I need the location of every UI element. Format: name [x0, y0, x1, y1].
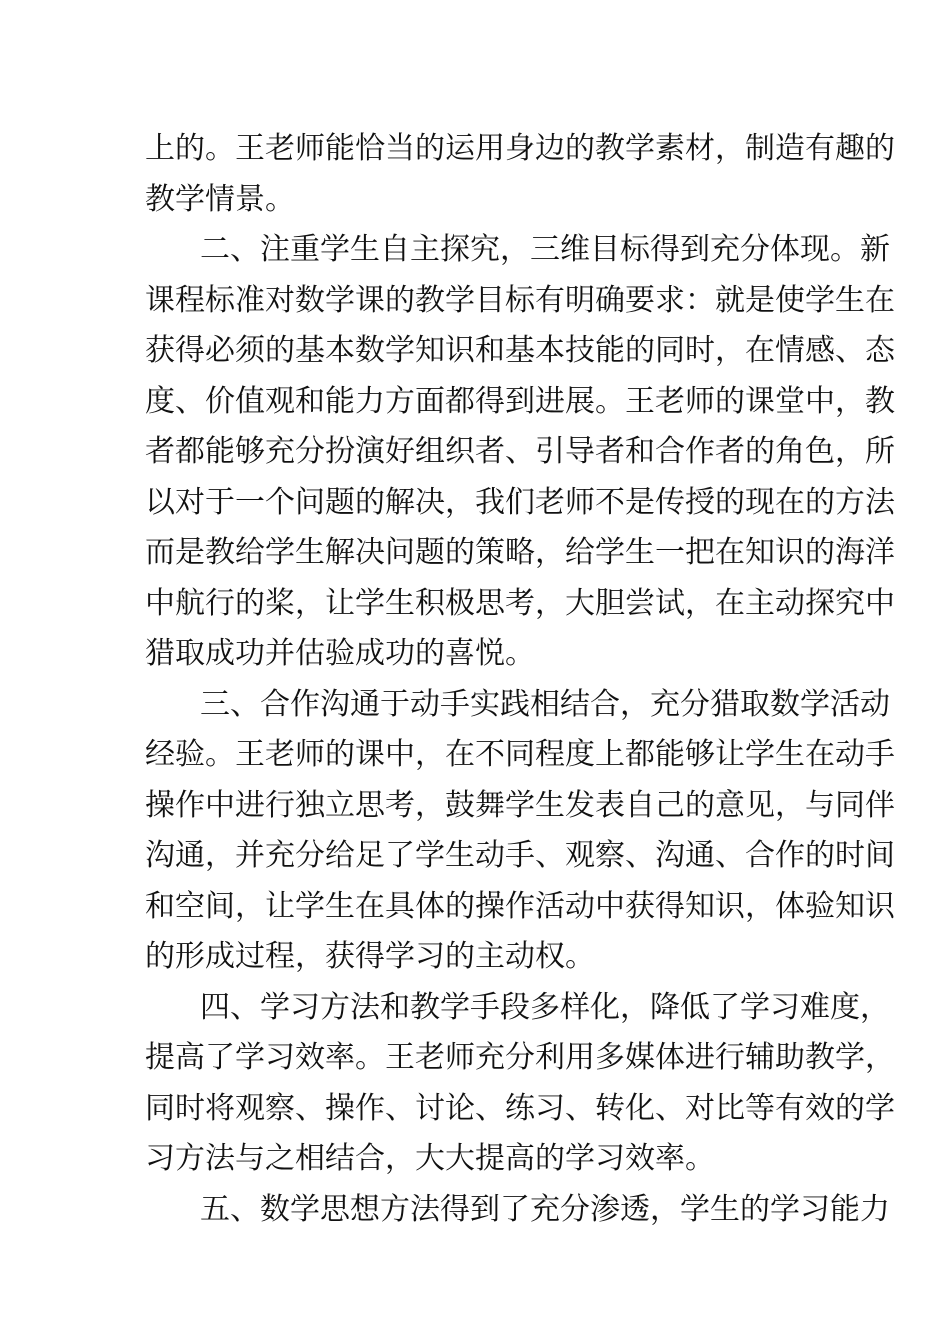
text-line: 者都能够充分扮演好组织者、引导者和合作者的角色，所	[145, 434, 895, 469]
text-line: 操作中进行独立思考，鼓舞学生发表自己的意见，与同伴	[145, 787, 895, 823]
paragraph-first-line: 四、学习方法和教学手段多样化，降低了学习难度，	[200, 989, 890, 1025]
text-line: 而是教给学生解决问题的策略，给学生一把在知识的海洋	[145, 535, 895, 570]
text-line: 和空间，让学生在具体的操作活动中获得知识，体验知识	[145, 888, 895, 924]
text-line: 同时将观察、操作、讨论、练习、转化、对比等有效的学	[145, 1090, 895, 1126]
paragraph-first-line: 二、注重学生自主探究，三维目标得到充分体现。新	[200, 232, 890, 267]
text-line: 度、价值观和能力方面都得到进展。王老师的课堂中，教	[145, 383, 895, 419]
body-text	[145, 124, 895, 1235]
text-line: 以对于一个问题的解决，我们老师不是传授的现在的方法	[145, 484, 895, 520]
text-line: 猎取成功并估验成功的喜悦。	[145, 636, 535, 671]
text-line: 上的。王老师能恰当的运用身边的教学素材，制造有趣的	[145, 131, 895, 166]
text-line: 提高了学习效率。王老师充分利用多媒体进行辅助教学，	[145, 1040, 895, 1075]
text-line: 经验。王老师的课中，在不同程度上都能够让学生在动手	[145, 737, 895, 772]
text-line: 习方法与之相结合，大大提高的学习效率。	[145, 1141, 715, 1176]
text-line: 沟通，并充分给足了学生动手、观察、沟通、合作的时间	[145, 838, 895, 873]
text-line: 的形成过程，获得学习的主动权。	[145, 939, 595, 974]
text-line: 获得必须的基本数学知识和基本技能的同时，在情感、态	[145, 333, 895, 368]
paragraph-first-line: 五、数学思想方法得到了充分渗透，学生的学习能力	[200, 1191, 890, 1227]
paragraph-first-line: 三、合作沟通于动手实践相结合，充分猎取数学活动	[200, 686, 890, 722]
text-line: 课程标准对数学课的教学目标有明确要求：就是使学生在	[145, 282, 895, 318]
text-line: 教学情景。	[145, 181, 295, 217]
text-line: 中航行的桨，让学生积极思考，大胆尝试，在主动探究中	[145, 585, 895, 621]
